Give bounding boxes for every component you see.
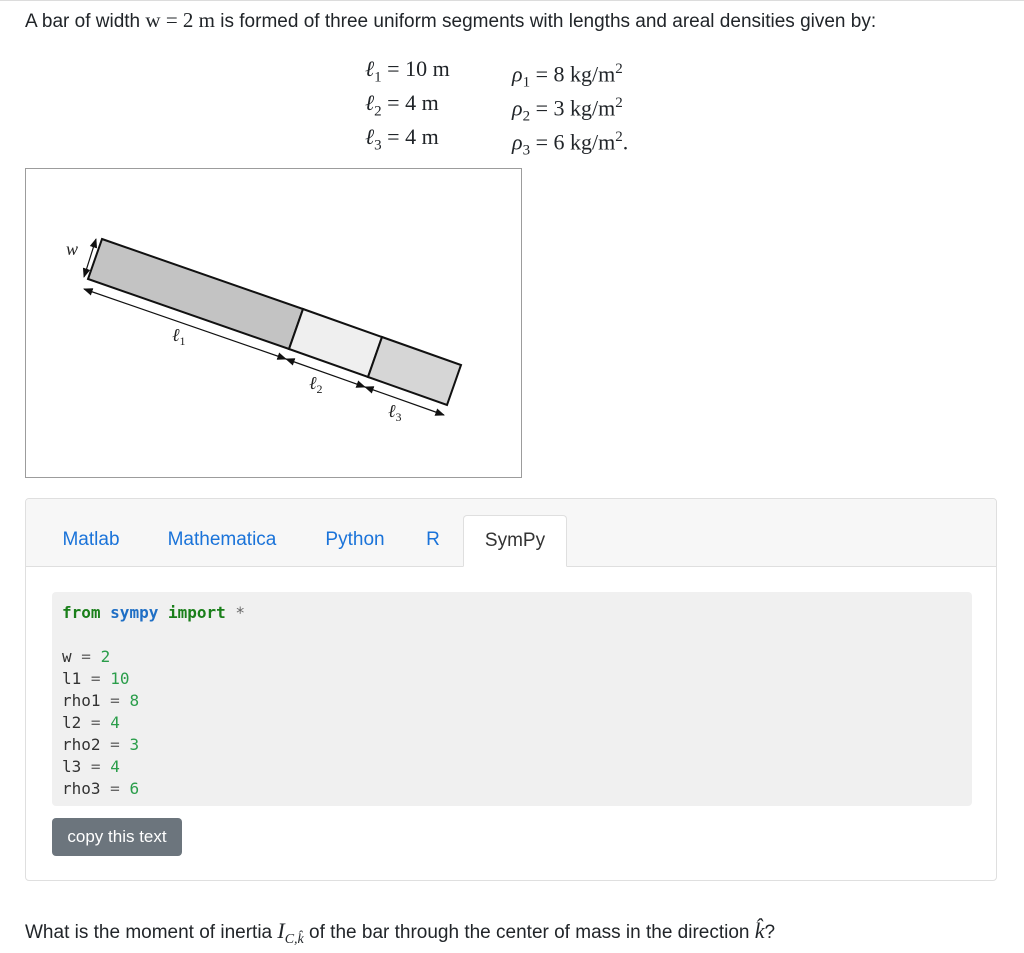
length-value: 4 m xyxy=(405,124,439,149)
var-value: 2 xyxy=(100,647,111,666)
tab-r[interactable]: R xyxy=(426,529,440,550)
segment-label-2: ℓ$_2$ xyxy=(309,373,323,396)
rho-index: 2 xyxy=(522,108,531,125)
ell-index: 3 xyxy=(374,137,382,154)
density-eq-2: $\rho_2 = 3$ $kg/m^2$ xyxy=(512,95,623,125)
var-name: l1 xyxy=(62,669,82,688)
rho-symbol: ρ xyxy=(512,129,523,155)
var-name: rho2 xyxy=(62,735,101,754)
question-before: What is the moment of inertia xyxy=(25,922,278,943)
length-value: 4 m xyxy=(405,90,439,115)
segment-label-3: ℓ$_3$ xyxy=(388,401,402,424)
width-label: w xyxy=(66,239,79,259)
length-eq-2: ℓ$_2$ = 4 m xyxy=(365,90,439,120)
density-value: 3 kg/m xyxy=(553,95,616,121)
var-value: 4 xyxy=(110,713,120,732)
bar-diagram xyxy=(26,169,523,479)
copy-button[interactable]: copy this text xyxy=(52,818,182,856)
ell-symbol: ℓ xyxy=(365,124,375,149)
density-exp: 2 xyxy=(615,61,623,77)
rho-symbol: ρ xyxy=(512,61,523,87)
intro-before: A bar of width xyxy=(25,11,146,32)
code-line: l3 = 4 xyxy=(62,757,120,776)
import-star: * xyxy=(235,603,246,622)
density-exp: 2 xyxy=(615,129,623,145)
code-line: l1 = 10 xyxy=(62,669,130,688)
density-exp: 2 xyxy=(615,95,623,111)
module-name: sympy xyxy=(110,603,159,622)
var-name: rho1 xyxy=(62,691,101,710)
ell-symbol: ℓ xyxy=(365,90,375,115)
segment-1 xyxy=(88,239,303,349)
rho-index: 3 xyxy=(522,142,531,159)
density-equations xyxy=(512,52,629,159)
code-line: w = 2 xyxy=(62,647,111,666)
problem-intro xyxy=(25,8,876,33)
rho-symbol: ρ xyxy=(512,95,523,121)
question-after: ? xyxy=(764,922,776,943)
var-value: 10 xyxy=(110,669,130,688)
length-equations xyxy=(365,52,450,154)
density-eq-1: $\rho_1 = 8$ $kg/m^2$ xyxy=(512,61,623,91)
ell-symbol: ℓ xyxy=(365,56,375,81)
intro-after: is formed of three uniform segments with lengths and areal densities given by: xyxy=(215,11,877,32)
width-expression: w = 2 m xyxy=(145,8,215,32)
ell-index: 1 xyxy=(374,69,382,86)
code-line-import xyxy=(62,603,245,622)
code-line: rho1 = 8 xyxy=(62,691,140,710)
tab-bar xyxy=(26,499,996,567)
bar-figure xyxy=(25,168,522,478)
segment-2 xyxy=(289,309,382,377)
length-eq-1: ℓ$_1$ = 10 m xyxy=(365,56,450,86)
density-tail: . xyxy=(622,129,629,155)
inertia-symbol: I xyxy=(277,918,285,943)
top-border xyxy=(0,0,1024,1)
var-value: 4 xyxy=(110,757,120,776)
direction-symbol: k̂ xyxy=(754,918,765,943)
var-value: 3 xyxy=(129,735,140,754)
density-value: 8 kg/m xyxy=(553,61,616,87)
code-line: rho3 = 6 xyxy=(62,779,140,798)
var-value: 6 xyxy=(129,779,140,798)
var-name: rho3 xyxy=(62,779,101,798)
tab-python[interactable]: Python xyxy=(325,529,385,550)
var-name: l2 xyxy=(62,713,82,732)
code-line: rho2 = 3 xyxy=(62,735,140,754)
question-text xyxy=(25,918,775,948)
ell-index: 2 xyxy=(374,103,382,120)
length-value: 10 m xyxy=(405,56,450,81)
inertia-subscript: C,k̂ xyxy=(284,931,304,947)
code-line: l2 = 4 xyxy=(62,713,120,732)
tab-matlab[interactable]: Matlab xyxy=(62,529,120,550)
code-block[interactable] xyxy=(52,592,972,806)
tab-sympy[interactable]: SymPy xyxy=(463,515,567,567)
var-name: l3 xyxy=(62,757,82,776)
var-value: 8 xyxy=(129,691,140,710)
keyword-import: import xyxy=(167,603,226,622)
segment-label-1: ℓ$_1$ xyxy=(172,325,186,348)
keyword-from: from xyxy=(62,603,101,622)
length-eq-3: ℓ$_3$ = 4 m xyxy=(365,124,439,154)
density-value: 6 kg/m xyxy=(553,129,616,155)
tab-mathematica[interactable]: Mathematica xyxy=(167,529,277,550)
density-eq-3: $\rho_3 = 6$ $kg/m^2$. xyxy=(512,129,629,159)
rho-index: 1 xyxy=(522,74,531,91)
question-middle: of the bar through the center of mass in the direction xyxy=(303,922,755,943)
code-card xyxy=(25,498,997,881)
var-name: w xyxy=(62,647,72,666)
segment-3 xyxy=(368,337,461,405)
